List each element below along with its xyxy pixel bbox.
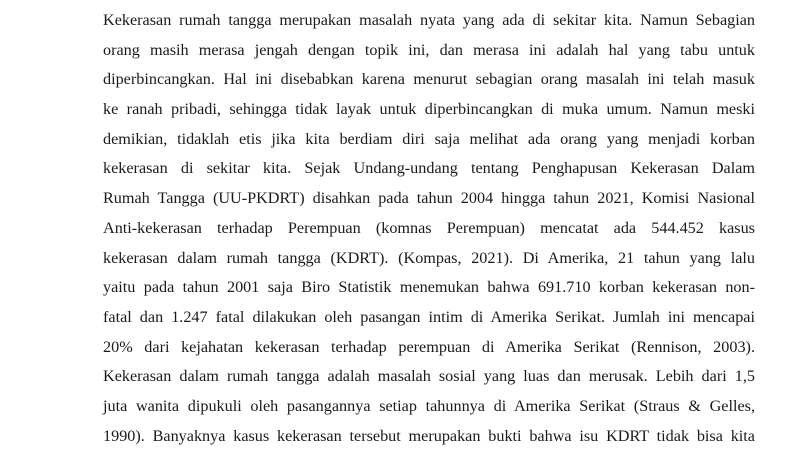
text-line: demikian, tidaklah etis jika kita berdiam diri saja melihat ada orang yang menjadi korban: [103, 129, 755, 148]
text-line: orang masih merasa jengah dengan topik ini, dan merasa ini adalah hal yang tabu untuk: [103, 40, 755, 59]
text-line: ke ranah pribadi, sehingga tidak layak untuk diperbincangkan di muka umum. Namun meski: [103, 100, 755, 119]
text-line: Kekerasan rumah tangga merupakan masalah nyata yang ada di sekitar kita. Namun Sebagian: [103, 11, 755, 29]
text-line: diperbincangkan. Hal ini disebabkan karena menurut sebagian orang masalah ini telah masuk: [103, 70, 755, 89]
text-line: Rumah Tangga (UU-PKDRT) disahkan pada tahun 2004 hingga tahun 2021, Komisi Nasional: [103, 189, 755, 208]
text-line: juta wanita dipukuli oleh pasangannya setiap tahunnya di Amerika Serikat (Straus & Gelles,: [103, 396, 755, 415]
text-line: 20% dari kejahatan kekerasan terhadap perempuan di Amerika Serikat (Rennison, 2003).: [103, 337, 755, 356]
body-paragraph: [103, 6, 755, 451]
text-line: kekerasan di sekitar kita. Sejak Undang-undang tentang Penghapusan Kekerasan Dalam: [103, 159, 755, 178]
text-line: Kekerasan dalam rumah tangga adalah masalah sosial yang luas dan merusak. Lebih dari 1,5: [103, 367, 755, 386]
text-line: 1990). Banyaknya kasus kekerasan tersebut merupakan bukti bahwa isu KDRT tidak bisa kita: [103, 426, 755, 445]
text-line: fatal dan 1.247 fatal dilakukan oleh pasangan intim di Amerika Serikat. Jumlah ini mencapai: [103, 307, 755, 326]
text-line: kekerasan dalam rumah tangga (KDRT). (Kompas, 2021). Di Amerika, 21 tahun yang lalu: [103, 248, 755, 267]
text-line: yaitu pada tahun 2001 saja Biro Statistik menemukan bahwa 691.710 korban kekerasan non-: [103, 278, 755, 297]
text-line: Anti-kekerasan terhadap Perempuan (komnas Perempuan) mencatat ada 544.452 kasus: [103, 218, 755, 237]
